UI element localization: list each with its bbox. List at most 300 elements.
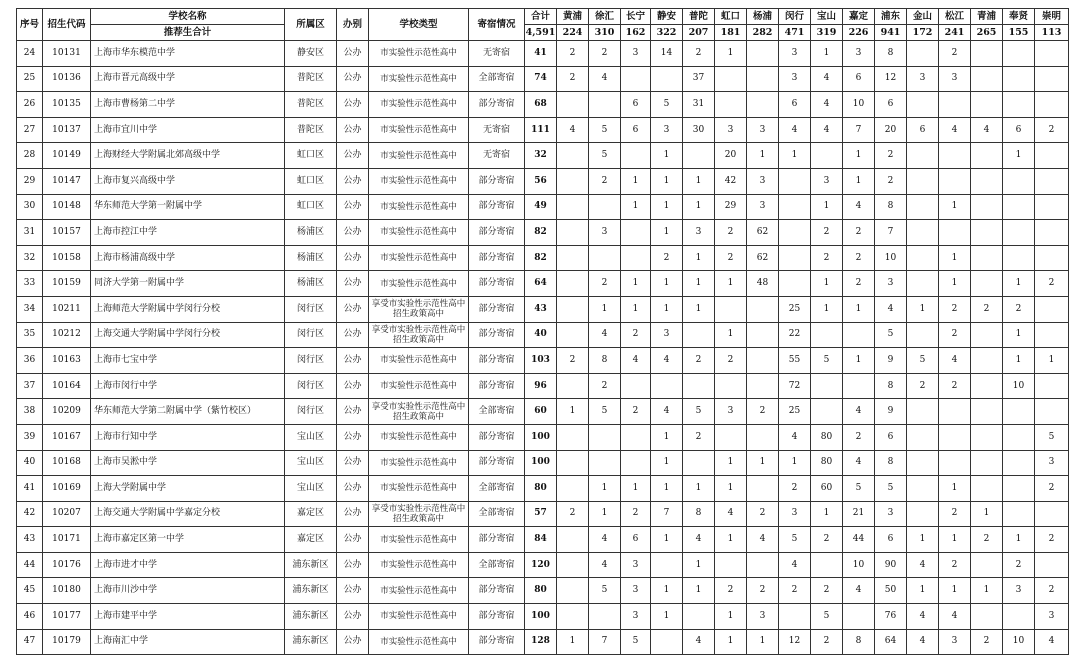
cell-district-quota xyxy=(907,424,939,450)
cell-district-quota: 9 xyxy=(875,348,907,374)
cell-district-quota: 2 xyxy=(779,476,811,502)
cell-school-type: 市实验性示范性高中 xyxy=(369,604,469,630)
cell-district-quota: 1 xyxy=(907,527,939,553)
cell-school-name: 同济大学第一附属中学 xyxy=(91,271,285,297)
cell-district-quota: 1 xyxy=(939,194,971,220)
table-row xyxy=(17,399,1069,425)
cell-code: 10212 xyxy=(43,322,91,348)
cell-district-quota xyxy=(557,604,589,630)
cell-operator: 公办 xyxy=(337,476,369,502)
cell-district-quota: 2 xyxy=(747,578,779,604)
header-district-name: 宝山 xyxy=(811,9,843,25)
header-district-name: 徐汇 xyxy=(589,9,621,25)
cell-code: 10211 xyxy=(43,296,91,322)
cell-total: 56 xyxy=(525,168,557,194)
cell-district-quota xyxy=(1035,552,1069,578)
cell-seq: 39 xyxy=(17,424,43,450)
cell-district-quota: 4 xyxy=(621,348,651,374)
cell-total: 40 xyxy=(525,322,557,348)
cell-code: 10209 xyxy=(43,399,91,425)
cell-district-quota xyxy=(971,399,1003,425)
cell-district-quota xyxy=(589,92,621,118)
table-row xyxy=(17,552,1069,578)
cell-district-quota xyxy=(557,476,589,502)
cell-district-quota xyxy=(557,194,589,220)
cell-district-quota: 8 xyxy=(589,348,621,374)
cell-district-quota: 6 xyxy=(875,92,907,118)
cell-total: 96 xyxy=(525,373,557,399)
cell-district-quota xyxy=(971,348,1003,374)
cell-district-quota: 2 xyxy=(971,527,1003,553)
cell-district-quota: 62 xyxy=(747,245,779,271)
cell-district-quota: 5 xyxy=(907,348,939,374)
cell-operator: 公办 xyxy=(337,194,369,220)
cell-district-quota xyxy=(939,92,971,118)
cell-district-quota xyxy=(971,476,1003,502)
header-operator: 办别 xyxy=(337,9,369,41)
cell-seq: 35 xyxy=(17,322,43,348)
cell-district: 杨浦区 xyxy=(285,245,337,271)
cell-district-quota: 1 xyxy=(683,194,715,220)
cell-district-quota: 4 xyxy=(589,527,621,553)
cell-district-quota: 5 xyxy=(1035,424,1069,450)
cell-seq: 37 xyxy=(17,373,43,399)
cell-district-quota: 3 xyxy=(1035,604,1069,630)
table-row xyxy=(17,527,1069,553)
cell-district-quota xyxy=(1035,322,1069,348)
cell-school-type: 市实验性示范性高中 xyxy=(369,143,469,169)
cell-district-quota xyxy=(621,245,651,271)
cell-school-name: 上海交通大学附属中学嘉定分校 xyxy=(91,501,285,527)
cell-district-quota xyxy=(1035,399,1069,425)
cell-district-quota: 2 xyxy=(715,578,747,604)
cell-district-quota xyxy=(779,194,811,220)
cell-district-quota: 1 xyxy=(715,476,747,502)
cell-district-quota: 4 xyxy=(747,527,779,553)
cell-district-quota xyxy=(1035,245,1069,271)
cell-boarding: 全部寄宿 xyxy=(469,66,525,92)
table-row xyxy=(17,245,1069,271)
cell-district-quota: 7 xyxy=(651,501,683,527)
cell-district-quota xyxy=(907,271,939,297)
cell-district-quota: 2 xyxy=(651,245,683,271)
cell-boarding: 全部寄宿 xyxy=(469,476,525,502)
header-district-total: 155 xyxy=(1003,25,1035,41)
cell-district-quota: 25 xyxy=(779,399,811,425)
cell-district-quota xyxy=(715,92,747,118)
cell-district-quota: 2 xyxy=(621,501,651,527)
cell-district-quota xyxy=(971,373,1003,399)
cell-district-quota: 6 xyxy=(907,117,939,143)
header-district-total: 172 xyxy=(907,25,939,41)
cell-district-quota: 1 xyxy=(589,501,621,527)
cell-total: 74 xyxy=(525,66,557,92)
cell-district-quota: 1 xyxy=(715,604,747,630)
cell-district-quota: 64 xyxy=(875,629,907,655)
cell-operator: 公办 xyxy=(337,629,369,655)
cell-district-quota xyxy=(971,271,1003,297)
cell-district-quota: 30 xyxy=(683,117,715,143)
cell-district-quota: 10 xyxy=(1003,373,1035,399)
cell-district-quota xyxy=(1035,296,1069,322)
cell-district-quota: 4 xyxy=(907,552,939,578)
cell-district-quota: 2 xyxy=(621,399,651,425)
cell-code: 10135 xyxy=(43,92,91,118)
cell-district-quota xyxy=(779,245,811,271)
cell-district-quota: 2 xyxy=(811,220,843,246)
cell-district-quota: 2 xyxy=(971,629,1003,655)
cell-district-quota: 1 xyxy=(843,143,875,169)
cell-district-quota: 2 xyxy=(939,552,971,578)
cell-district-quota: 44 xyxy=(843,527,875,553)
cell-seq: 26 xyxy=(17,92,43,118)
cell-district-quota: 3 xyxy=(939,629,971,655)
header-district-name: 静安 xyxy=(651,9,683,25)
cell-district-quota: 8 xyxy=(875,373,907,399)
cell-district-quota xyxy=(811,322,843,348)
cell-district-quota: 2 xyxy=(683,41,715,67)
header-district-name: 松江 xyxy=(939,9,971,25)
cell-district-quota: 2 xyxy=(811,527,843,553)
cell-district-quota: 2 xyxy=(589,271,621,297)
cell-district-quota: 1 xyxy=(843,296,875,322)
cell-district-quota: 1 xyxy=(907,296,939,322)
cell-district-quota: 55 xyxy=(779,348,811,374)
enrollment-table xyxy=(16,8,1069,655)
cell-district: 宝山区 xyxy=(285,476,337,502)
cell-district-quota xyxy=(1003,501,1035,527)
cell-school-type: 市实验性示范性高中 xyxy=(369,629,469,655)
cell-district-quota: 22 xyxy=(779,322,811,348)
cell-district: 杨浦区 xyxy=(285,220,337,246)
cell-district-quota xyxy=(715,296,747,322)
cell-seq: 43 xyxy=(17,527,43,553)
cell-code: 10168 xyxy=(43,450,91,476)
cell-district-quota xyxy=(1003,168,1035,194)
cell-district-quota xyxy=(1035,194,1069,220)
cell-district-quota xyxy=(907,399,939,425)
cell-district-quota: 2 xyxy=(939,501,971,527)
header-boarding: 寄宿情况 xyxy=(469,9,525,41)
header-district-total: 941 xyxy=(875,25,907,41)
cell-boarding: 无寄宿 xyxy=(469,41,525,67)
cell-district-quota: 1 xyxy=(557,399,589,425)
cell-district-quota: 3 xyxy=(779,66,811,92)
cell-district-quota: 1 xyxy=(715,271,747,297)
cell-operator: 公办 xyxy=(337,527,369,553)
cell-operator: 公办 xyxy=(337,117,369,143)
cell-district-quota: 2 xyxy=(843,424,875,450)
cell-district-quota: 1 xyxy=(683,296,715,322)
cell-district-quota: 1 xyxy=(939,245,971,271)
cell-district-quota xyxy=(971,604,1003,630)
header-code: 招生代码 xyxy=(43,9,91,41)
cell-district-quota xyxy=(747,66,779,92)
cell-school-type: 市实验性示范性高中 xyxy=(369,450,469,476)
cell-code: 10176 xyxy=(43,552,91,578)
cell-district-quota xyxy=(971,245,1003,271)
cell-district-quota: 1 xyxy=(1003,271,1035,297)
cell-district-quota xyxy=(1003,450,1035,476)
cell-district-quota xyxy=(1035,373,1069,399)
cell-district-quota: 2 xyxy=(843,245,875,271)
cell-district-quota xyxy=(747,348,779,374)
cell-district-quota xyxy=(747,552,779,578)
cell-district-quota xyxy=(557,450,589,476)
cell-district-quota: 2 xyxy=(683,424,715,450)
cell-district-quota xyxy=(907,92,939,118)
cell-code: 10180 xyxy=(43,578,91,604)
cell-school-name: 上海市曹杨第二中学 xyxy=(91,92,285,118)
cell-boarding: 部分寄宿 xyxy=(469,578,525,604)
cell-code: 10164 xyxy=(43,373,91,399)
cell-seq: 34 xyxy=(17,296,43,322)
cell-district-quota xyxy=(907,245,939,271)
cell-district: 闵行区 xyxy=(285,296,337,322)
cell-district-quota xyxy=(779,604,811,630)
cell-district-quota: 1 xyxy=(651,424,683,450)
cell-district-quota: 8 xyxy=(843,629,875,655)
cell-boarding: 全部寄宿 xyxy=(469,399,525,425)
header-district-name: 奉贤 xyxy=(1003,9,1035,25)
cell-school-name: 上海财经大学附属北郊高级中学 xyxy=(91,143,285,169)
cell-district-quota: 2 xyxy=(971,296,1003,322)
cell-district-quota: 5 xyxy=(875,322,907,348)
cell-district-quota: 42 xyxy=(715,168,747,194)
cell-operator: 公办 xyxy=(337,552,369,578)
cell-seq: 30 xyxy=(17,194,43,220)
cell-seq: 40 xyxy=(17,450,43,476)
cell-district-quota xyxy=(747,476,779,502)
cell-district-quota xyxy=(589,245,621,271)
cell-district-quota: 7 xyxy=(875,220,907,246)
cell-district-quota: 1 xyxy=(557,629,589,655)
cell-boarding: 部分寄宿 xyxy=(469,424,525,450)
cell-seq: 24 xyxy=(17,41,43,67)
cell-district-quota xyxy=(557,552,589,578)
cell-district: 普陀区 xyxy=(285,117,337,143)
cell-district-quota: 1 xyxy=(651,194,683,220)
cell-district-quota: 4 xyxy=(907,604,939,630)
cell-district-quota: 2 xyxy=(907,373,939,399)
cell-district-quota xyxy=(621,143,651,169)
header-district-name: 黄浦 xyxy=(557,9,589,25)
cell-district-quota xyxy=(971,66,1003,92)
cell-total: 80 xyxy=(525,476,557,502)
cell-seq: 27 xyxy=(17,117,43,143)
cell-district-quota: 3 xyxy=(939,66,971,92)
cell-district-quota: 1 xyxy=(651,271,683,297)
cell-seq: 36 xyxy=(17,348,43,374)
cell-code: 10149 xyxy=(43,143,91,169)
cell-boarding: 部分寄宿 xyxy=(469,629,525,655)
cell-school-name: 上海市控江中学 xyxy=(91,220,285,246)
cell-district-quota: 1 xyxy=(715,322,747,348)
cell-district-quota: 5 xyxy=(589,117,621,143)
table-row xyxy=(17,220,1069,246)
table-row xyxy=(17,143,1069,169)
cell-district-quota: 1 xyxy=(589,296,621,322)
header-district-total: 162 xyxy=(621,25,651,41)
cell-school-name: 上海市吴淞中学 xyxy=(91,450,285,476)
cell-district-quota: 6 xyxy=(621,527,651,553)
cell-operator: 公办 xyxy=(337,604,369,630)
cell-district-quota: 3 xyxy=(683,220,715,246)
document-page xyxy=(16,8,1069,655)
cell-district-quota: 2 xyxy=(1035,578,1069,604)
cell-district-quota xyxy=(557,168,589,194)
cell-boarding: 部分寄宿 xyxy=(469,322,525,348)
cell-district-quota: 20 xyxy=(875,117,907,143)
cell-district-quota: 8 xyxy=(875,450,907,476)
cell-seq: 29 xyxy=(17,168,43,194)
cell-seq: 45 xyxy=(17,578,43,604)
cell-district-quota: 5 xyxy=(811,348,843,374)
cell-district-quota xyxy=(1035,66,1069,92)
cell-school-name: 上海市华东模范中学 xyxy=(91,41,285,67)
cell-district-quota xyxy=(971,220,1003,246)
cell-school-name: 上海市复兴高级中学 xyxy=(91,168,285,194)
cell-district-quota: 4 xyxy=(651,399,683,425)
cell-operator: 公办 xyxy=(337,399,369,425)
cell-district-quota: 1 xyxy=(811,501,843,527)
cell-district-quota: 1 xyxy=(811,296,843,322)
cell-district-quota xyxy=(939,220,971,246)
cell-district-quota xyxy=(971,424,1003,450)
cell-operator: 公办 xyxy=(337,373,369,399)
cell-district-quota xyxy=(557,271,589,297)
cell-district-quota xyxy=(621,424,651,450)
cell-operator: 公办 xyxy=(337,245,369,271)
cell-district-quota: 2 xyxy=(1035,117,1069,143)
header-type: 学校类型 xyxy=(369,9,469,41)
cell-district-quota xyxy=(651,66,683,92)
cell-district-quota: 2 xyxy=(589,168,621,194)
table-row xyxy=(17,117,1069,143)
header-district-total: 224 xyxy=(557,25,589,41)
cell-district-quota: 12 xyxy=(779,629,811,655)
cell-district-quota: 1 xyxy=(621,296,651,322)
header-district: 所属区 xyxy=(285,9,337,41)
cell-code: 10158 xyxy=(43,245,91,271)
cell-operator: 公办 xyxy=(337,296,369,322)
cell-boarding: 无寄宿 xyxy=(469,143,525,169)
cell-district-quota: 5 xyxy=(811,604,843,630)
cell-school-type: 市实验性示范性高中 xyxy=(369,168,469,194)
cell-district-quota: 1 xyxy=(683,552,715,578)
cell-district-quota xyxy=(1035,92,1069,118)
cell-district-quota: 2 xyxy=(1035,271,1069,297)
cell-total: 80 xyxy=(525,578,557,604)
cell-school-name: 上海市宜川中学 xyxy=(91,117,285,143)
cell-district-quota: 3 xyxy=(747,194,779,220)
header-district-name: 浦东 xyxy=(875,9,907,25)
cell-district-quota xyxy=(1003,194,1035,220)
cell-operator: 公办 xyxy=(337,501,369,527)
cell-district-quota xyxy=(747,41,779,67)
cell-district-quota: 2 xyxy=(557,66,589,92)
cell-district-quota xyxy=(557,220,589,246)
cell-district-quota: 7 xyxy=(589,629,621,655)
table-row xyxy=(17,348,1069,374)
cell-district-quota: 3 xyxy=(589,220,621,246)
cell-district-quota: 4 xyxy=(779,117,811,143)
cell-school-name: 上海市嘉定区第一中学 xyxy=(91,527,285,553)
cell-total: 100 xyxy=(525,450,557,476)
cell-district-quota: 1 xyxy=(811,194,843,220)
table-row xyxy=(17,629,1069,655)
cell-district-quota: 2 xyxy=(875,168,907,194)
cell-district-quota xyxy=(589,424,621,450)
cell-district-quota xyxy=(1003,476,1035,502)
cell-district-quota xyxy=(811,552,843,578)
cell-district-quota xyxy=(971,322,1003,348)
cell-district-quota: 4 xyxy=(971,117,1003,143)
cell-district-quota xyxy=(621,373,651,399)
cell-school-name: 华东师范大学第二附属中学（紫竹校区） xyxy=(91,399,285,425)
cell-school-type: 市实验性示范性高中 xyxy=(369,92,469,118)
cell-school-type: 市实验性示范性高中 xyxy=(369,194,469,220)
cell-boarding: 部分寄宿 xyxy=(469,527,525,553)
cell-district-quota: 1 xyxy=(715,450,747,476)
cell-district-quota: 3 xyxy=(715,399,747,425)
cell-district-quota: 80 xyxy=(811,450,843,476)
cell-school-name: 上海师范大学附属中学闵行分校 xyxy=(91,296,285,322)
cell-operator: 公办 xyxy=(337,66,369,92)
cell-district-quota: 3 xyxy=(843,41,875,67)
cell-district-quota: 2 xyxy=(715,348,747,374)
cell-district: 普陀区 xyxy=(285,66,337,92)
cell-district-quota: 2 xyxy=(939,322,971,348)
cell-school-name: 上海市建平中学 xyxy=(91,604,285,630)
cell-district-quota: 2 xyxy=(875,143,907,169)
cell-school-type: 市实验性示范性高中 xyxy=(369,527,469,553)
table-row xyxy=(17,194,1069,220)
header-seq: 序号 xyxy=(17,9,43,41)
cell-seq: 32 xyxy=(17,245,43,271)
cell-boarding: 部分寄宿 xyxy=(469,604,525,630)
cell-district-quota: 2 xyxy=(589,373,621,399)
cell-district-quota xyxy=(971,168,1003,194)
cell-boarding: 全部寄宿 xyxy=(469,552,525,578)
header-total: 合计 xyxy=(525,9,557,25)
cell-district-quota: 1 xyxy=(939,578,971,604)
cell-school-type: 市实验性示范性高中 xyxy=(369,578,469,604)
cell-operator: 公办 xyxy=(337,41,369,67)
header-district-name: 杨浦 xyxy=(747,9,779,25)
cell-district-quota: 1 xyxy=(843,168,875,194)
cell-district-quota: 1 xyxy=(651,476,683,502)
table-row xyxy=(17,92,1069,118)
cell-district-quota xyxy=(939,450,971,476)
table-row xyxy=(17,41,1069,67)
cell-school-type: 市实验性示范性高中 xyxy=(369,348,469,374)
cell-district-quota: 62 xyxy=(747,220,779,246)
cell-seq: 46 xyxy=(17,604,43,630)
cell-district-quota xyxy=(907,501,939,527)
cell-district-quota: 2 xyxy=(843,271,875,297)
cell-district-quota: 1 xyxy=(1003,143,1035,169)
header-district-total: 226 xyxy=(843,25,875,41)
cell-code: 10179 xyxy=(43,629,91,655)
cell-total: 57 xyxy=(525,501,557,527)
cell-district-quota: 2 xyxy=(683,348,715,374)
cell-district-quota xyxy=(621,450,651,476)
header-school: 学校名称 xyxy=(91,9,285,25)
cell-district-quota xyxy=(1003,220,1035,246)
table-row xyxy=(17,450,1069,476)
cell-district-quota xyxy=(779,271,811,297)
